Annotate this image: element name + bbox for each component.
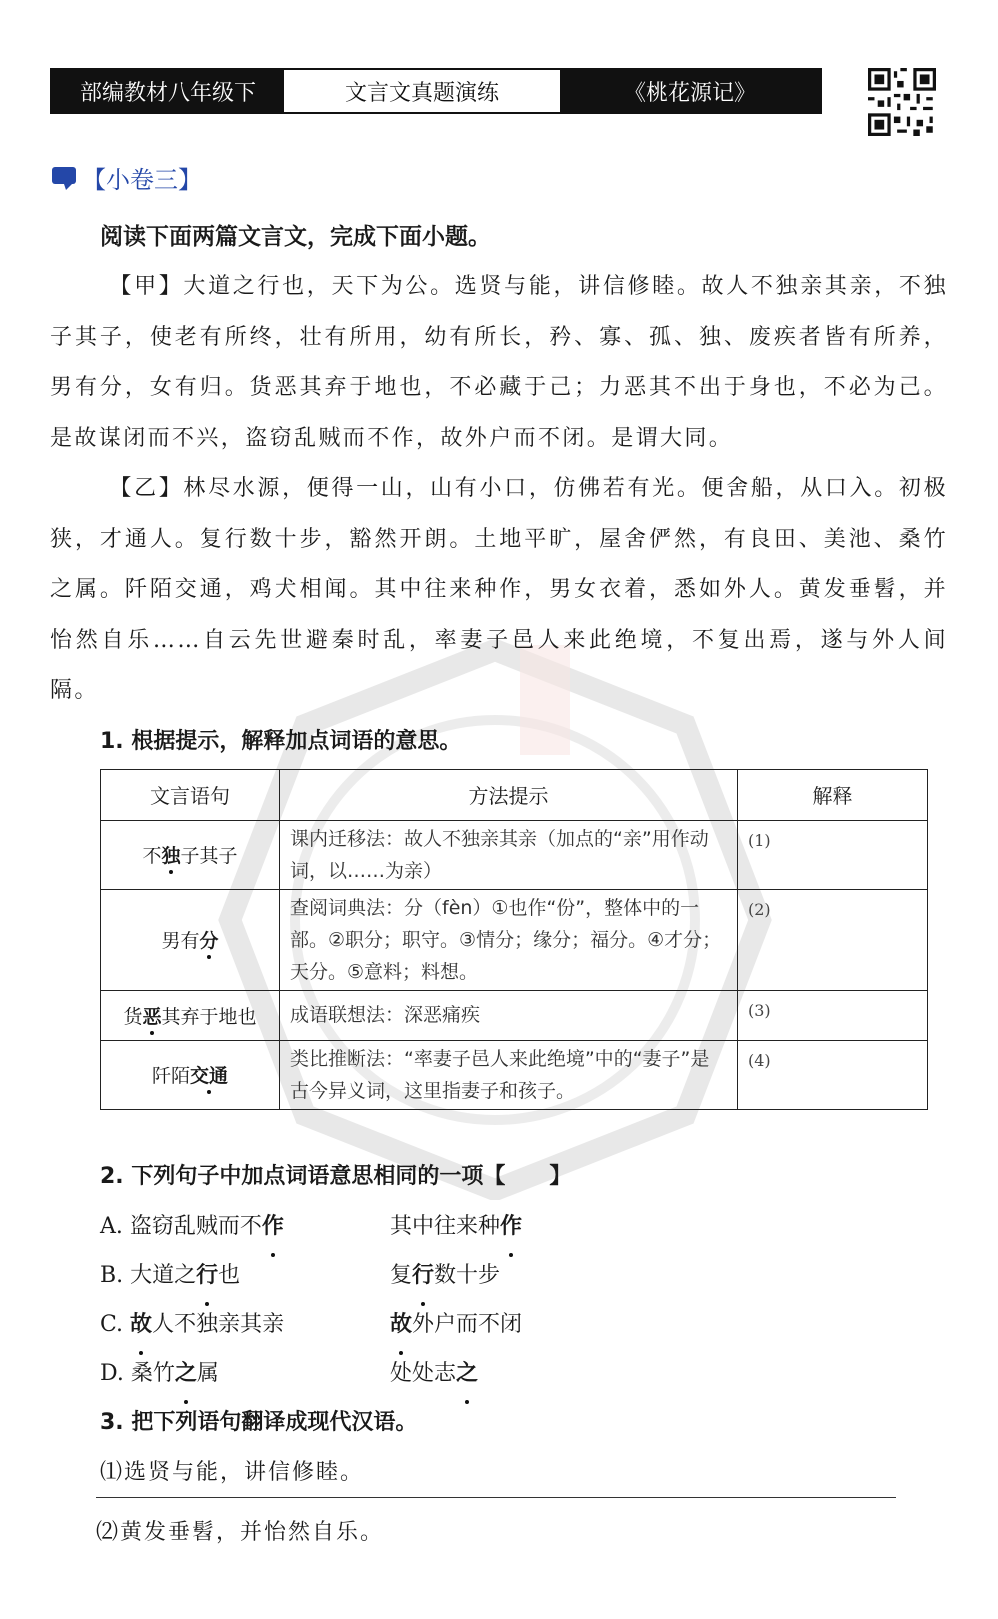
option-text: 属 — [196, 1360, 219, 1386]
dotted-word: 行 — [196, 1251, 218, 1300]
header-lesson: 《桃花源记》 — [560, 70, 820, 112]
main-content — [50, 212, 948, 1497]
option-text: 人不独亲其亲 — [152, 1311, 285, 1337]
option-text: B. 大道之 — [100, 1262, 197, 1288]
option-text: C. — [100, 1311, 131, 1337]
sentence-cell — [101, 889, 280, 990]
dotted-word: 作 — [262, 1202, 284, 1251]
hint-cell: 类比推断法：“率妻子邑人来此绝境”中的“妻子”是古今异义词，这里指妻子和孩子。 — [280, 1040, 738, 1109]
hint-cell: 课内迁移法：故人不独亲其亲（加点的“亲”用作动词，以……为亲） — [280, 820, 738, 889]
option-right — [390, 1202, 522, 1251]
dotted-word: 故 — [130, 1300, 152, 1349]
qr-code-icon — [868, 68, 936, 136]
table-row — [101, 889, 928, 990]
header-explain: 解释 — [738, 769, 928, 820]
dotted-word: 交通 — [190, 1061, 228, 1088]
option-right — [390, 1251, 500, 1300]
answer-cell[interactable]: (2) — [738, 889, 928, 990]
option-text: 处处志 — [390, 1360, 457, 1386]
q3-item-2: ⑵黄发垂髫，并怡然自乐。 — [96, 1520, 385, 1545]
dotted-word: 作 — [500, 1202, 522, 1251]
sentence-pre: 货 — [123, 1005, 143, 1028]
q1-table — [100, 769, 928, 1110]
header-grade: 部编教材八年级下 — [52, 70, 284, 112]
q2-title: 2. 下列句子中加点词语意思相同的一项【 】 — [100, 1163, 572, 1189]
table-row — [101, 1040, 928, 1109]
answer-line[interactable] — [96, 1497, 896, 1498]
dotted-word: 恶 — [142, 1002, 161, 1029]
answer-cell[interactable]: (3) — [738, 990, 928, 1040]
option-right — [390, 1349, 478, 1398]
table-header-row — [101, 769, 928, 820]
header-bar — [50, 68, 822, 114]
note-icon — [50, 165, 78, 191]
option-text: 复 — [390, 1262, 413, 1288]
dotted-word: 故 — [390, 1300, 412, 1349]
dotted-word: 行 — [412, 1251, 434, 1300]
sentence-pre: 阡陌 — [151, 1065, 190, 1087]
passage-yi: 【乙】林尽水源，便得一山，山有小口，仿佛若有光。便舍船，从口入。初极狭，才通人。复行数十步，豁然开朗。土地平旷，屋舍俨然，有良田、美池、桑竹之属。阡陌交通，鸡犬相闻。其中往来种作，男女衣着，悉如外人。黄发垂髫，并怡然自乐……自云先世避秦时乱，率妻子邑人来此绝境，不复出焉，遂与外人间隔。 — [50, 476, 948, 703]
dotted-word: 分 — [200, 926, 219, 953]
q1-title: 1. 根据提示，解释加点词语的意思。 — [100, 728, 462, 754]
header-sentence: 文言语句 — [101, 769, 280, 820]
option-text: 外户而不闭 — [412, 1311, 523, 1337]
q2-option-a[interactable] — [100, 1202, 948, 1251]
passage-jia: 【甲】大道之行也，天下为公。选贤与能，讲信修睦。故人不独亲其亲，不独子其子，使老有所终，壮有所用，幼有所长，矜、寡、孤、独、废疾者皆有所养，男有分，女有归。货恶其弃于地也，不必藏于己；力恶其不出于身也，不必为己。是故谋闭而不兴，盗窃乱贼而不作，故外户而不闭。是谓大同。 — [50, 274, 948, 451]
dotted-word: 独 — [161, 841, 180, 868]
q2-option-c[interactable] — [100, 1300, 948, 1349]
option-text: A. 盗窃乱贼而不 — [100, 1213, 262, 1239]
option-text: 也 — [218, 1262, 241, 1288]
option-left — [100, 1349, 390, 1398]
option-text: 数十步 — [434, 1262, 501, 1288]
option-text: D. 桑竹 — [100, 1360, 175, 1386]
option-right — [390, 1300, 522, 1349]
sentence-pre: 不 — [142, 845, 162, 867]
q3-item-1: ⑴选贤与能，讲信修睦。 — [100, 1459, 365, 1485]
answer-cell[interactable]: (1) — [738, 820, 928, 889]
sentence-cell — [101, 820, 280, 889]
section-label: 【小卷三】 — [82, 166, 202, 194]
sentence-post: 子其子 — [180, 845, 238, 867]
answer-cell[interactable]: (4) — [738, 1040, 928, 1109]
q3-title: 3. 把下列语句翻译成现代汉语。 — [100, 1409, 418, 1435]
q2-option-d[interactable] — [100, 1349, 948, 1398]
option-left — [100, 1251, 390, 1300]
hint-cell: 查阅词典法：分（fèn）①也作“份”，整体中的一部。②职分；职守。③情分；缘分；福分。④才分；天分。⑤意料；料想。 — [280, 889, 738, 990]
sentence-cell — [101, 990, 280, 1040]
table-row — [101, 990, 928, 1040]
option-left — [100, 1300, 390, 1349]
dotted-word: 之 — [456, 1349, 478, 1398]
sentence-post: 其弃于地也 — [161, 1005, 257, 1028]
header-topic: 文言文真题演练 — [284, 70, 560, 112]
header-method: 方法提示 — [280, 769, 738, 820]
sentence-cell — [101, 1040, 280, 1109]
instruction: 阅读下面两篇文言文，完成下面小题。 — [100, 224, 491, 250]
section-title — [50, 160, 202, 195]
option-text: 其中往来种 — [390, 1213, 501, 1239]
dotted-word: 之 — [175, 1349, 197, 1398]
sentence-pre: 男有 — [161, 930, 200, 952]
q2-option-b[interactable] — [100, 1251, 948, 1300]
hint-cell: 成语联想法：深恶痛疾 — [280, 990, 738, 1040]
option-left — [100, 1202, 390, 1251]
table-row — [101, 820, 928, 889]
